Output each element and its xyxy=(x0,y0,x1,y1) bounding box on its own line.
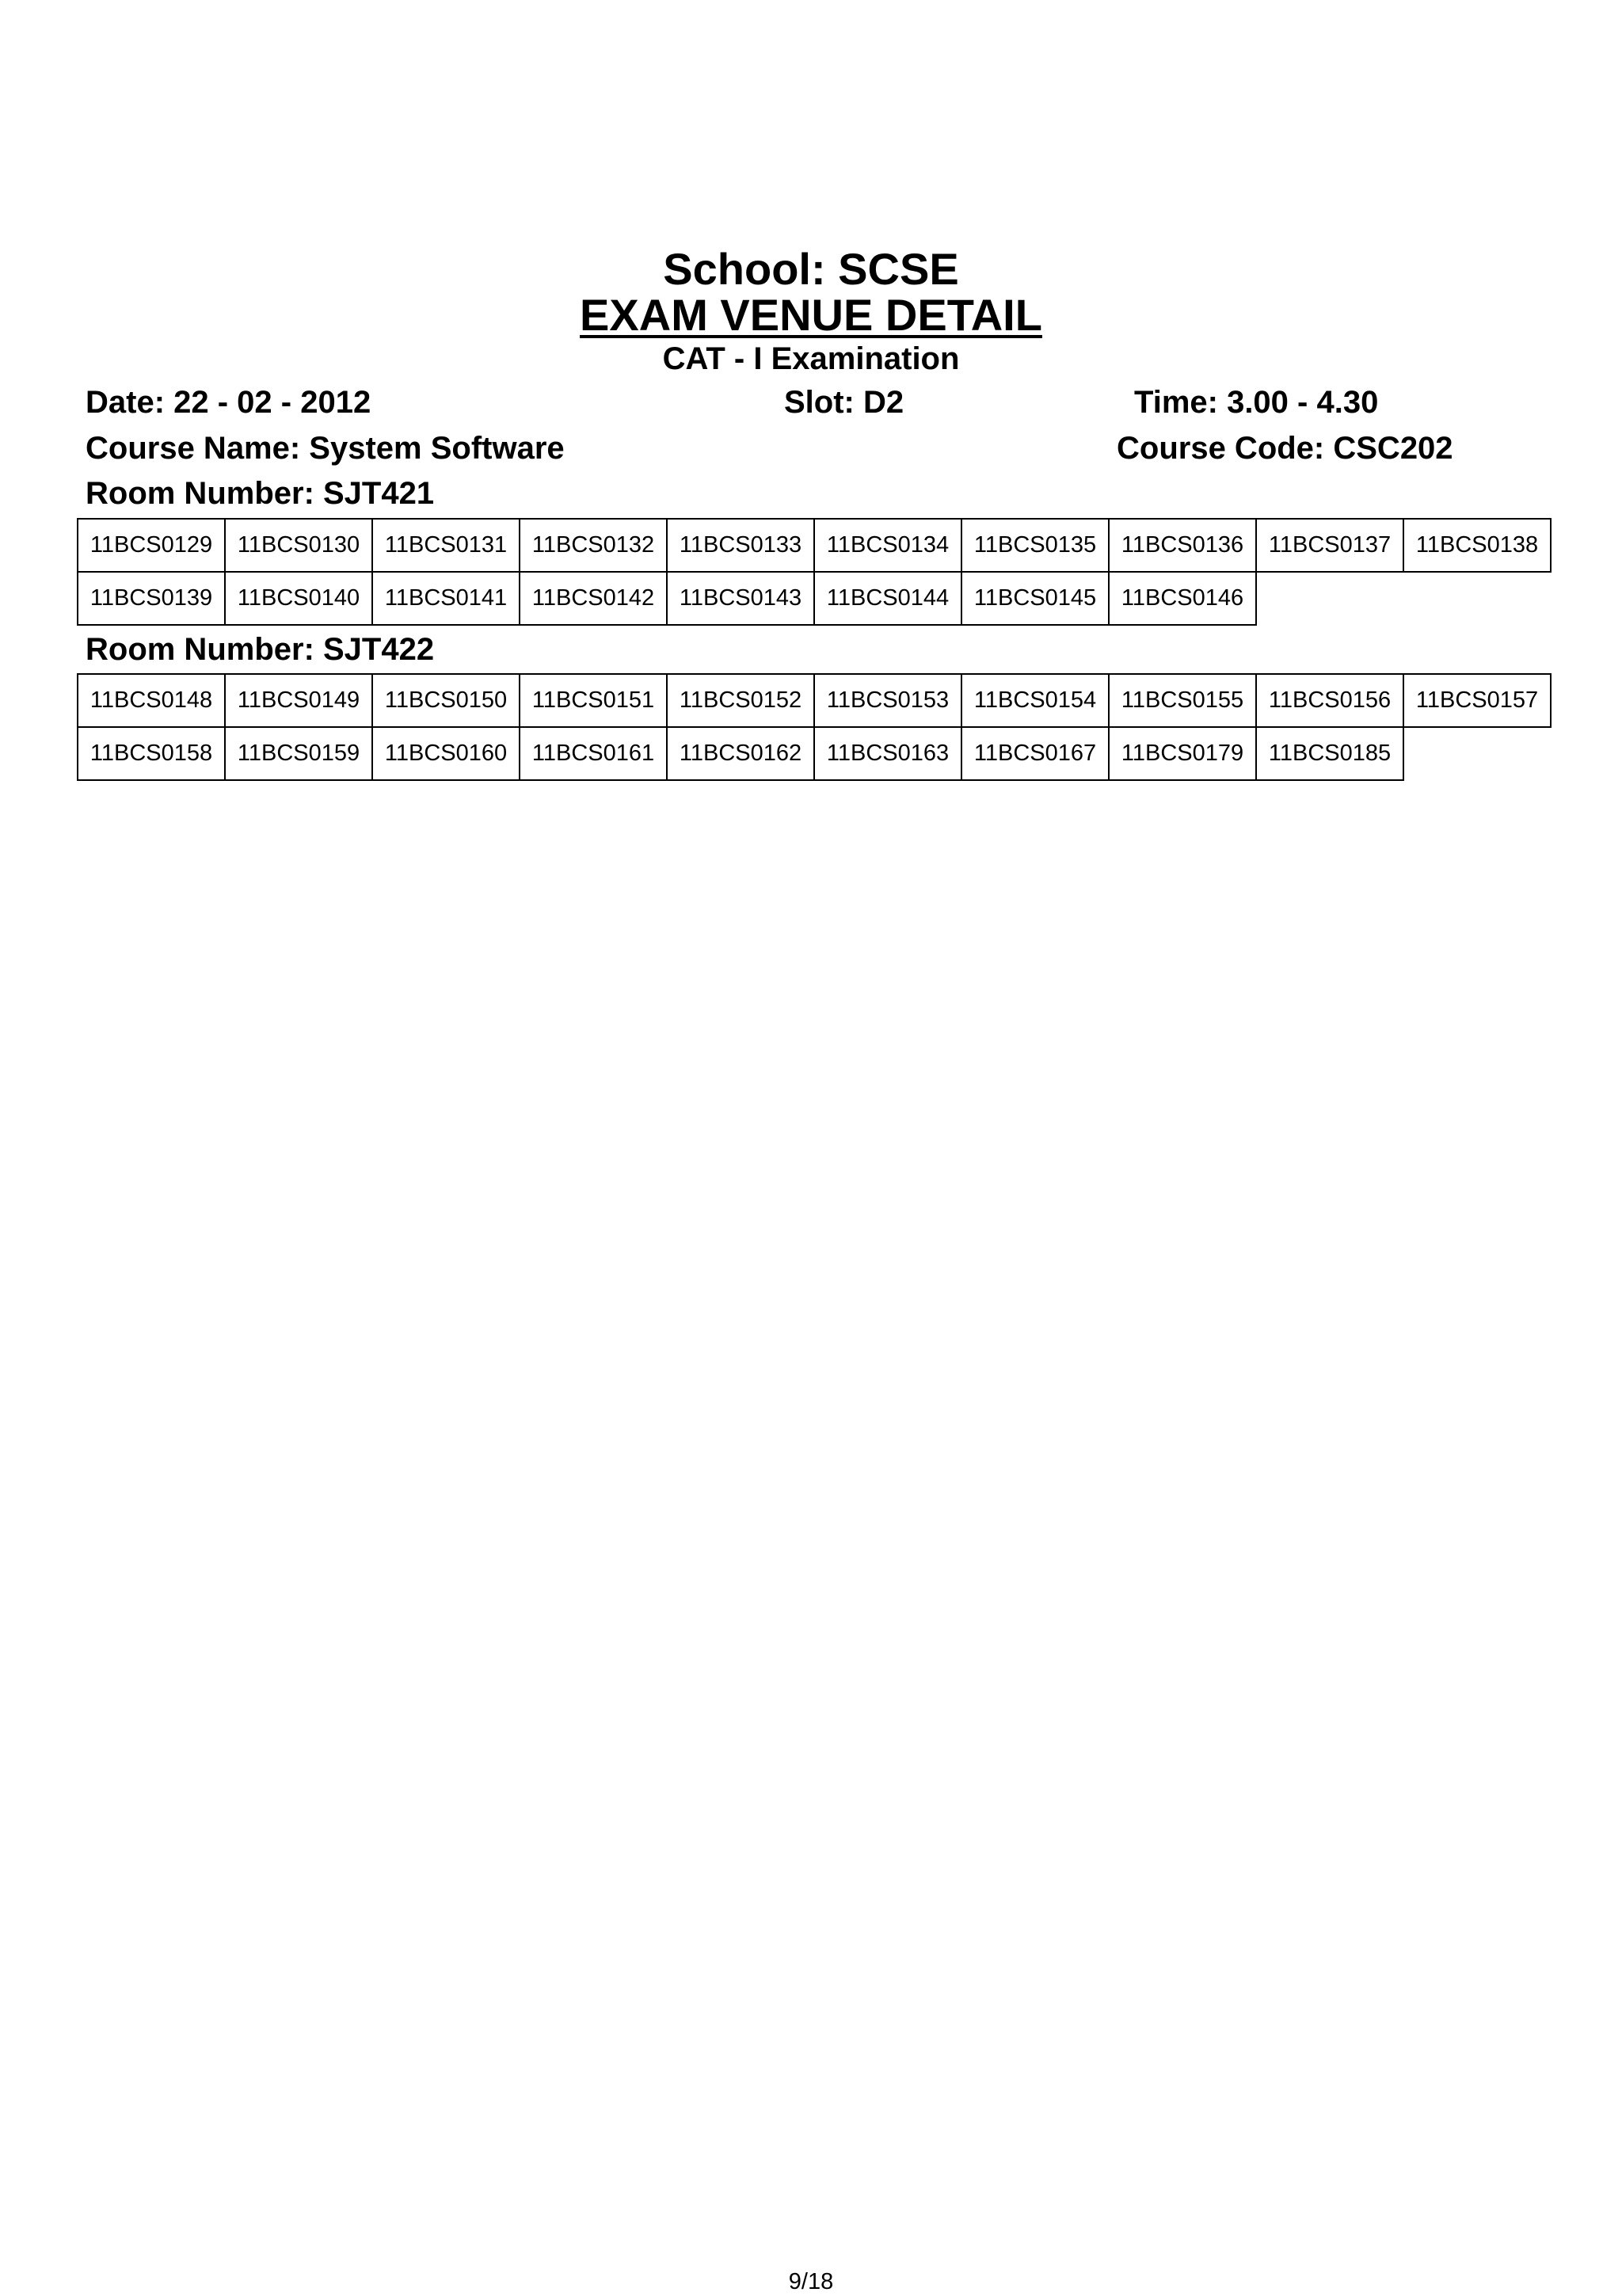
exam-slot: Slot: D2 xyxy=(784,385,904,420)
course-name: Course Name: System Software xyxy=(86,431,565,466)
empty-cell xyxy=(1256,572,1403,625)
registration-number-cell: 11BCS0146 xyxy=(1109,572,1256,625)
registration-number-cell: 11BCS0157 xyxy=(1403,674,1551,727)
room-roster-table xyxy=(77,518,1552,626)
exam-date: Date: 22 - 02 - 2012 xyxy=(86,385,371,420)
room-roster-table xyxy=(77,673,1552,781)
registration-number-cell: 11BCS0153 xyxy=(814,674,961,727)
exam-time: Time: 3.00 - 4.30 xyxy=(1134,385,1379,420)
registration-number-cell: 11BCS0158 xyxy=(78,727,225,780)
registration-number-cell: 11BCS0138 xyxy=(1403,519,1551,572)
table-row xyxy=(78,727,1551,780)
registration-number-cell: 11BCS0156 xyxy=(1256,674,1403,727)
school-heading: School: SCSE xyxy=(663,244,959,294)
empty-cell xyxy=(1403,572,1551,625)
registration-number-cell: 11BCS0160 xyxy=(372,727,520,780)
registration-number-cell: 11BCS0144 xyxy=(814,572,961,625)
registration-number-cell: 11BCS0137 xyxy=(1256,519,1403,572)
registration-number-cell: 11BCS0162 xyxy=(667,727,814,780)
registration-number-cell: 11BCS0136 xyxy=(1109,519,1256,572)
registration-number-cell: 11BCS0129 xyxy=(78,519,225,572)
registration-number-cell: 11BCS0140 xyxy=(225,572,372,625)
registration-number-cell: 11BCS0134 xyxy=(814,519,961,572)
registration-number-cell: 11BCS0141 xyxy=(372,572,520,625)
registration-number-cell: 11BCS0152 xyxy=(667,674,814,727)
registration-number-cell: 11BCS0167 xyxy=(961,727,1109,780)
registration-number-cell: 11BCS0154 xyxy=(961,674,1109,727)
table-row xyxy=(78,674,1551,727)
registration-number-cell: 11BCS0148 xyxy=(78,674,225,727)
registration-number-cell: 11BCS0139 xyxy=(78,572,225,625)
room-number-heading: Room Number: SJT422 xyxy=(86,632,435,667)
table-row xyxy=(78,572,1551,625)
registration-number-cell: 11BCS0159 xyxy=(225,727,372,780)
registration-number-cell: 11BCS0133 xyxy=(667,519,814,572)
registration-number-cell: 11BCS0130 xyxy=(225,519,372,572)
registration-number-cell: 11BCS0149 xyxy=(225,674,372,727)
registration-number-cell: 11BCS0185 xyxy=(1256,727,1403,780)
registration-number-cell: 11BCS0135 xyxy=(961,519,1109,572)
registration-number-cell: 11BCS0132 xyxy=(520,519,667,572)
document-title xyxy=(0,287,1622,343)
course-code: Course Code: CSC202 xyxy=(1117,431,1453,466)
empty-cell xyxy=(1403,727,1551,780)
registration-number-cell: 11BCS0150 xyxy=(372,674,520,727)
registration-number-cell: 11BCS0145 xyxy=(961,572,1109,625)
registration-number-cell: 11BCS0131 xyxy=(372,519,520,572)
registration-number-cell: 11BCS0161 xyxy=(520,727,667,780)
table-row xyxy=(78,519,1551,572)
document-title-text: EXAM VENUE DETAIL xyxy=(580,290,1042,340)
registration-number-cell: 11BCS0143 xyxy=(667,572,814,625)
registration-number-cell: 11BCS0142 xyxy=(520,572,667,625)
registration-number-cell: 11BCS0179 xyxy=(1109,727,1256,780)
registration-number-cell: 11BCS0151 xyxy=(520,674,667,727)
registration-number-cell: 11BCS0163 xyxy=(814,727,961,780)
exam-name: CAT - I Examination xyxy=(662,341,960,376)
page-number: 9/18 xyxy=(788,2269,834,2294)
registration-number-cell: 11BCS0155 xyxy=(1109,674,1256,727)
room-number-heading: Room Number: SJT421 xyxy=(86,476,435,511)
